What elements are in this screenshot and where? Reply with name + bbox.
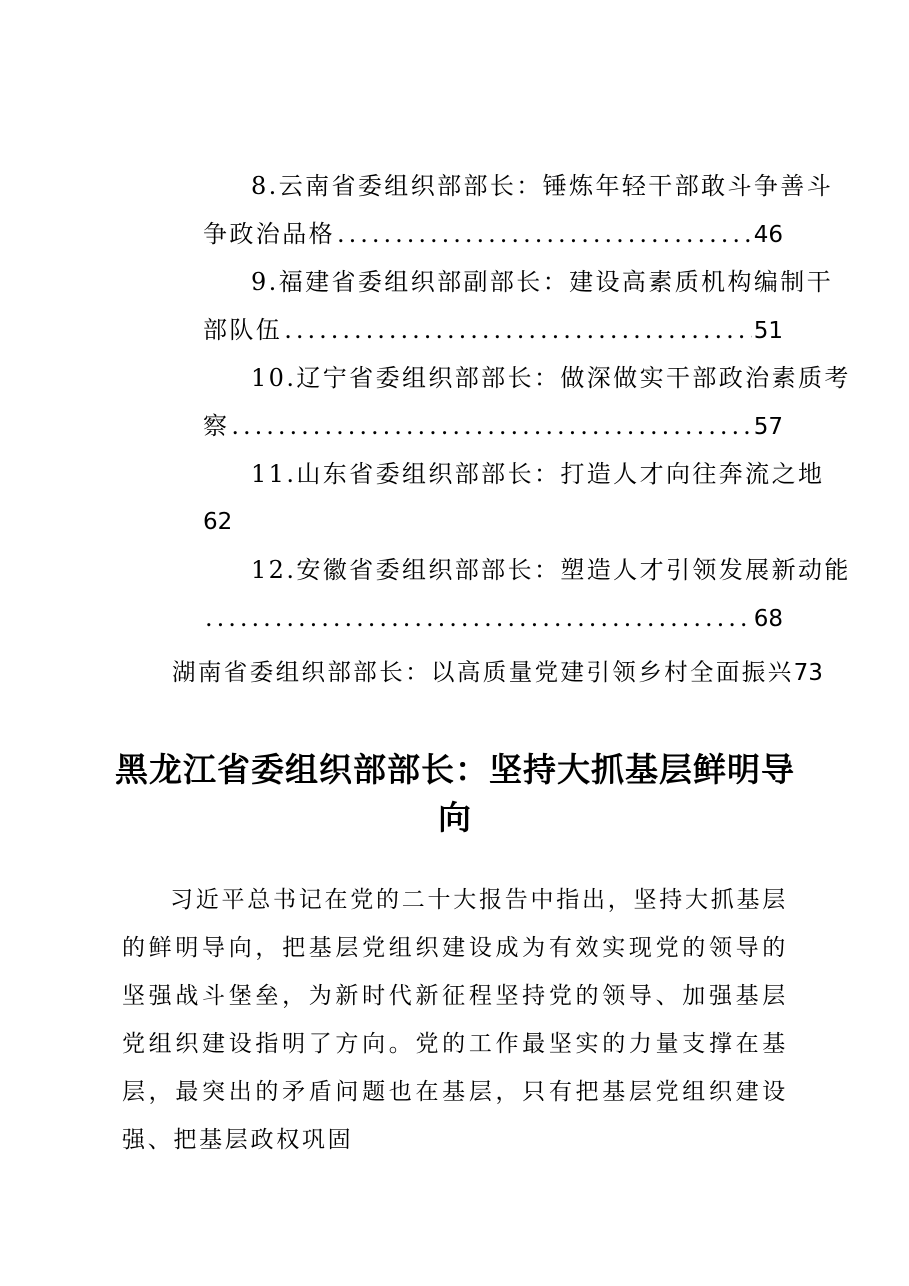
toc-entry-title: 12.安徽省委组织部部长：塑造人才引领发展新动能 <box>251 556 851 584</box>
toc-entry-9[interactable] <box>203 258 834 354</box>
toc-entry-leader-line <box>203 306 783 354</box>
toc-entry-title: 湖南省委组织部部长：以高质量党建引领乡村全面振兴 <box>172 658 794 686</box>
toc-page-number: 51 <box>753 318 783 344</box>
toc-entry-continuation: 部队伍 <box>203 316 283 344</box>
toc-dot-leader <box>205 594 752 642</box>
article-paragraph: 习近平总书记在党的二十大报告中指出，坚持大抓基层的鲜明导向，把基层党组织建设成为有效实现党的领导的坚强战斗堡垒，为新时代新征程坚持党的领导、加强基层党组织建设指明了方向。党的工作最坚实的力量支撑在基层，最突出的矛盾问题也在基层，只有把基层党组织建设强、把基层政权巩固 <box>122 887 788 1153</box>
toc-entry-continuation: 争政治品格 <box>203 220 335 248</box>
toc-dot-leader <box>231 402 751 450</box>
toc-entry-title: 9.福建省委组织部副部长：建设高素质机构编制干 <box>251 268 834 296</box>
toc-entry-title: 11.山东省委组织部部长：打造人才向往奔流之地 <box>251 460 825 488</box>
toc-page-number: 68 <box>753 606 783 632</box>
toc-dot-leader <box>337 210 752 258</box>
toc-entry-leader-line <box>203 402 783 450</box>
toc-entry-8[interactable] <box>203 162 834 258</box>
toc-entry-leader-line <box>203 594 783 642</box>
toc-entry-title: 8.云南省委组织部部长：锤炼年轻干部敢斗争善斗 <box>251 172 834 200</box>
toc-page-number: 57 <box>753 414 783 440</box>
toc-entry-leader-line <box>203 498 783 546</box>
toc-entry-11[interactable] <box>203 450 825 546</box>
toc-page-number: 62 <box>203 509 233 535</box>
toc-entry-12[interactable] <box>203 546 851 642</box>
table-of-contents <box>203 162 851 642</box>
toc-entry-leader-line <box>203 210 783 258</box>
toc-page-number: 73 <box>793 660 823 686</box>
toc-entry-title: 10.辽宁省委组织部部长：做深做实干部政治素质考 <box>251 364 851 392</box>
toc-dot-leader <box>284 306 752 354</box>
article-title: 黑龙江省委组织部部长：坚持大抓基层鲜明导向 <box>115 750 795 837</box>
toc-entry-10[interactable] <box>203 354 851 450</box>
toc-entry-continuation: 察 <box>203 412 230 440</box>
toc-page-number: 46 <box>753 222 783 248</box>
toc-entry-hunan[interactable] <box>172 648 823 697</box>
